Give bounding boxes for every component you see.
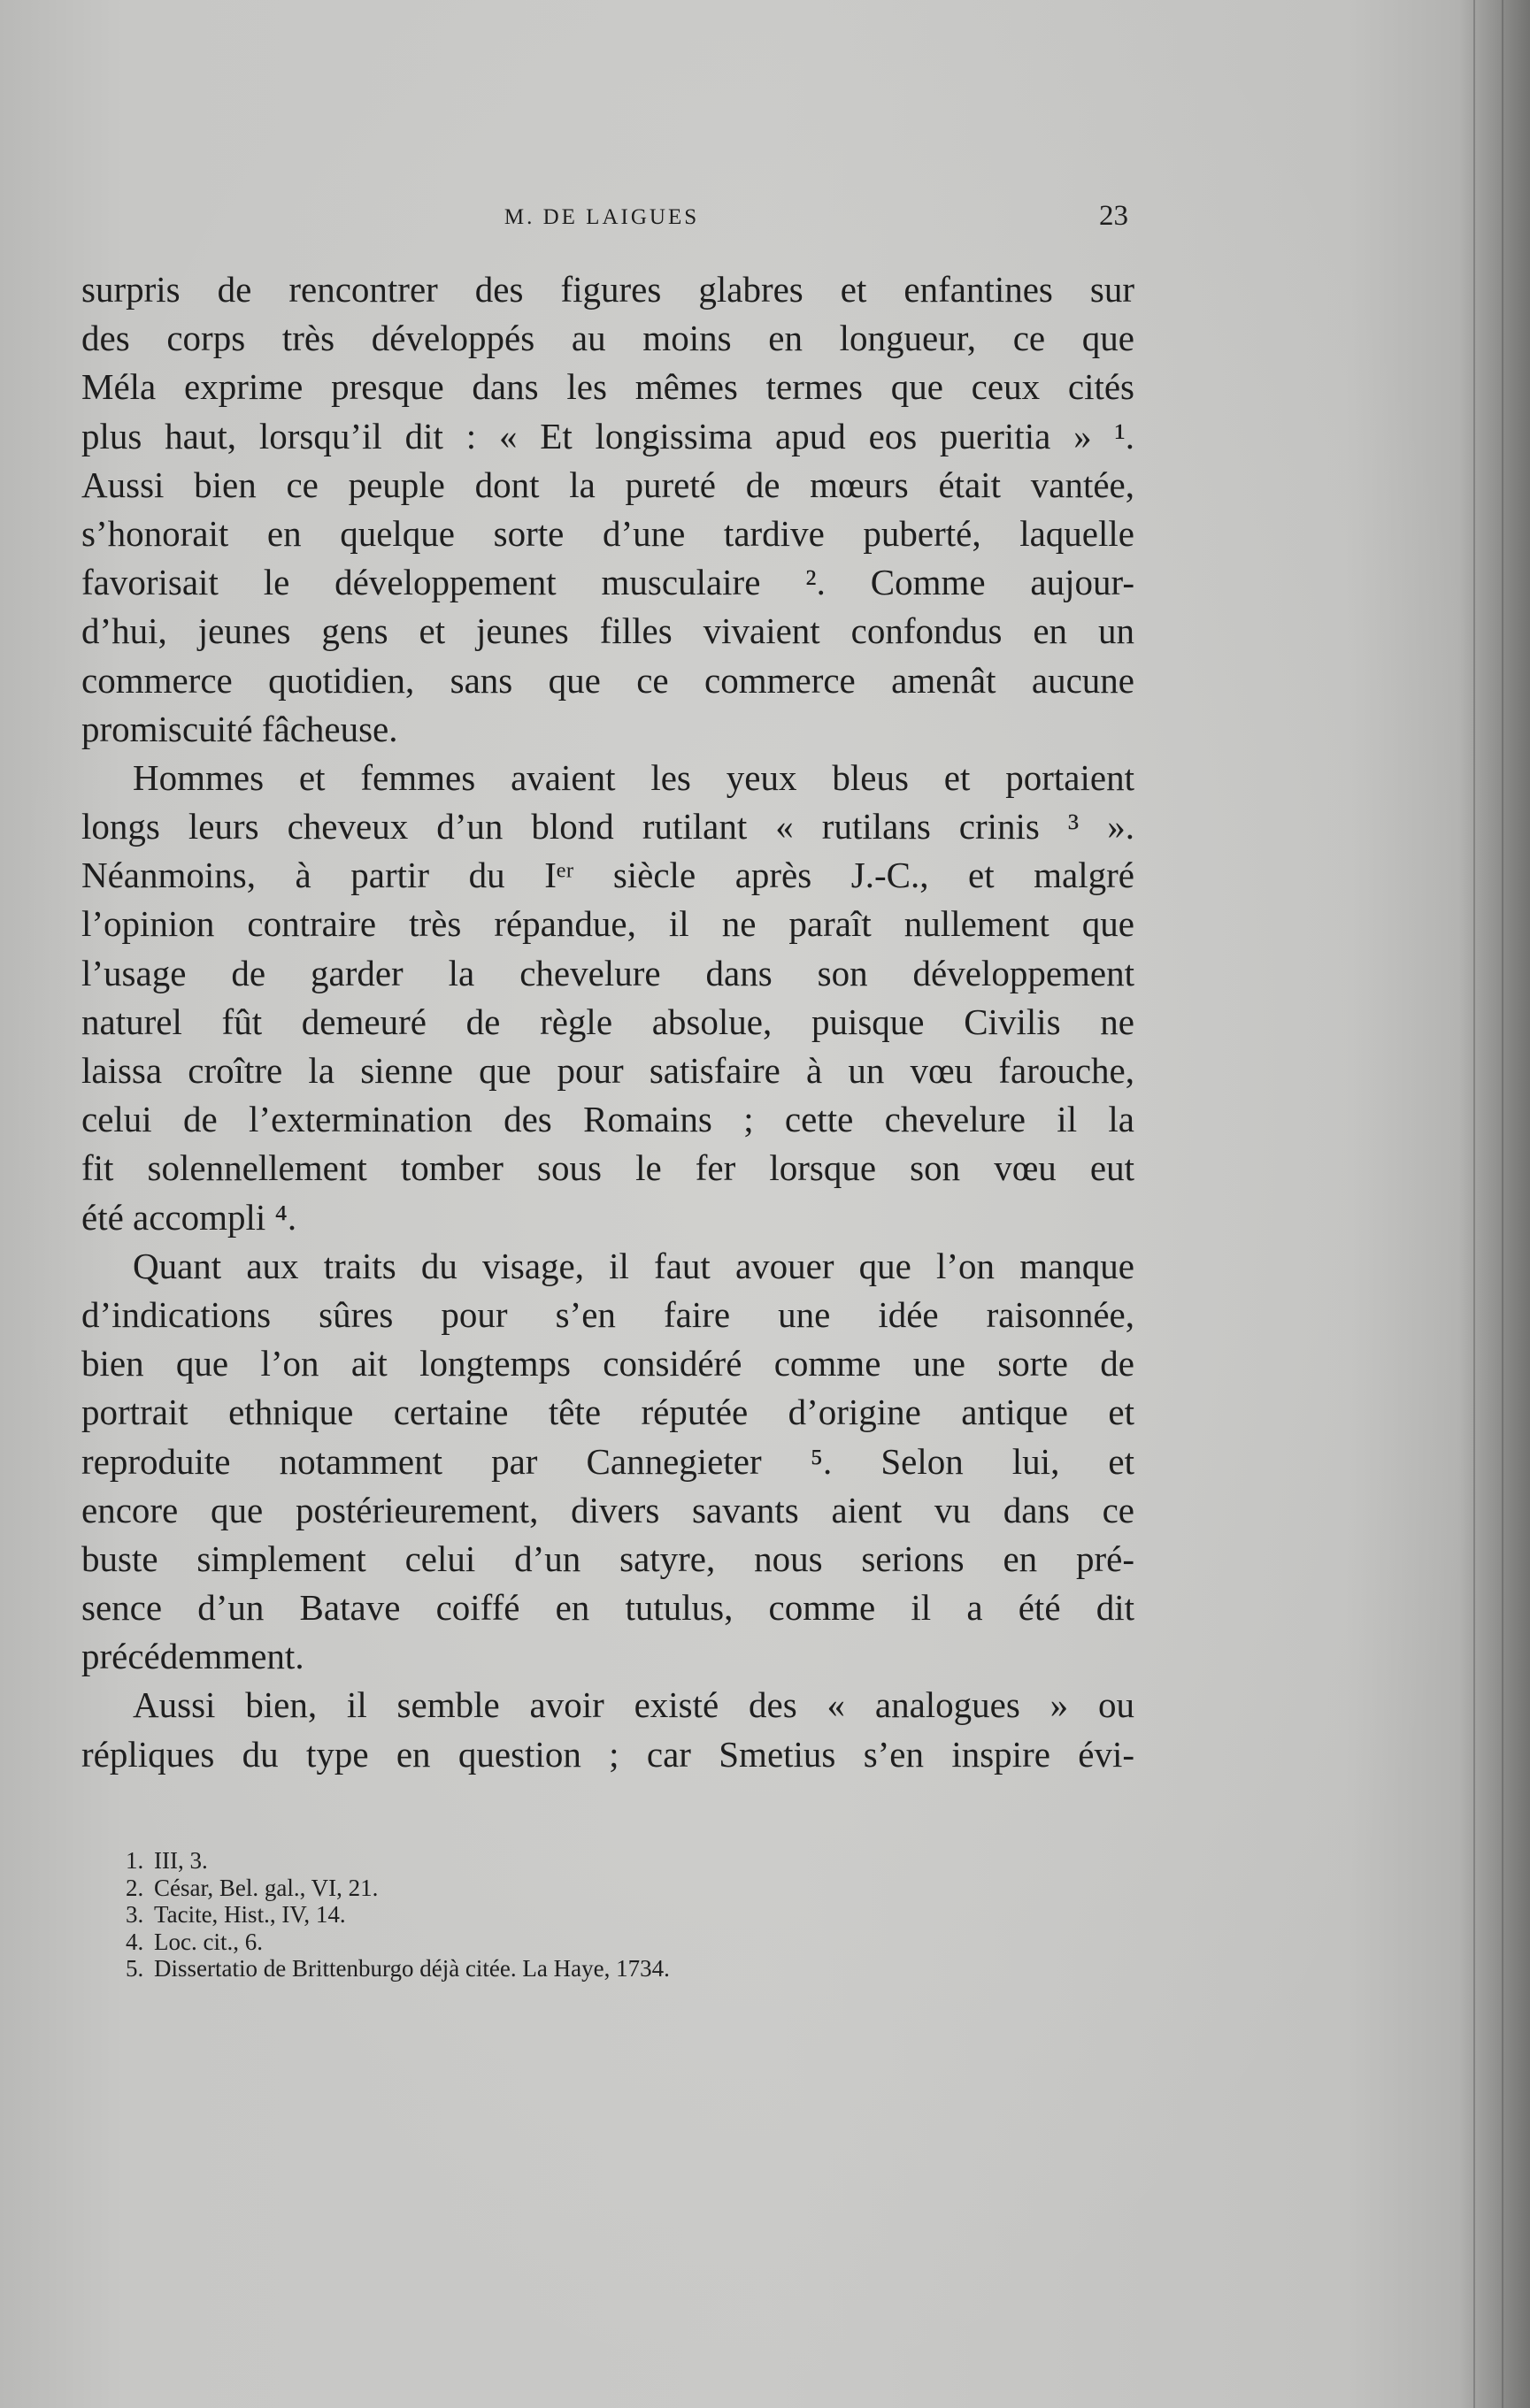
text-line: Aussi bien ce peuple dont la pureté de mœurs était vantée, xyxy=(81,464,1134,505)
footnote xyxy=(126,1929,1011,1956)
text-line: été accompli ⁴. xyxy=(81,1196,297,1238)
footnote-number: 3. xyxy=(126,1901,144,1928)
text-line: d’hui, jeunes gens et jeunes filles vivaient confondus en un xyxy=(81,610,1134,652)
text-line: l’opinion contraire très répandue, il ne paraît nullement que xyxy=(81,903,1134,945)
footnote-text: III, 3. xyxy=(154,1847,208,1874)
text-line: buste simplement celui d’un satyre, nous serions en pré- xyxy=(81,1538,1134,1579)
text-line: répliques du type en question ; car Smetius s’en inspire évi- xyxy=(81,1733,1134,1775)
text-line: encore que postérieurement, divers savants aient vu dans ce xyxy=(81,1489,1134,1530)
text-line: sence d’un Batave coiffé en tutulus, comme il a été dit xyxy=(81,1587,1134,1629)
text-line: Méla exprime presque dans les mêmes termes que ceux cités xyxy=(81,366,1134,408)
text-line: laissa croître la sienne que pour satisfaire à un vœu farouche, xyxy=(81,1050,1134,1091)
text-line: commerce quotidien, sans que ce commerce amenât aucune xyxy=(81,659,1134,701)
paragraph-first-line: Quant aux traits du visage, il faut avouer que l’on manque xyxy=(133,1245,1134,1286)
text-line: favorisait le développement musculaire ². Comme aujour- xyxy=(81,562,1134,603)
footnote-number: 1. xyxy=(126,1847,144,1874)
footnote-text: Tacite, Hist., IV, 14. xyxy=(154,1901,346,1928)
paragraph-first-line: Hommes et femmes avaient les yeux bleus et portaient xyxy=(133,756,1134,798)
running-title: M. DE LAIGUES xyxy=(504,205,700,229)
footnote xyxy=(126,1875,1011,1902)
text-line: portrait ethnique certaine tête réputée d’origine antique et xyxy=(81,1392,1134,1433)
paragraph-first-line: Aussi bien, il semble avoir existé des « analogues » ou xyxy=(133,1684,1134,1726)
footnote-text: Loc. cit., 6. xyxy=(154,1928,263,1955)
footnote xyxy=(126,1901,1011,1929)
footnote xyxy=(126,1955,1011,1982)
text-line: naturel fût demeuré de règle absolue, puisque Civilis ne xyxy=(81,1001,1134,1042)
footnote-number: 5. xyxy=(126,1955,144,1982)
text-line: surpris de rencontrer des figures glabres et enfantines sur xyxy=(81,269,1134,310)
footnote-text: César, Bel. gal., VI, 21. xyxy=(154,1874,379,1901)
text-line: l’usage de garder la chevelure dans son développement xyxy=(81,952,1134,993)
page-number: 23 xyxy=(1099,200,1128,232)
text-line: Néanmoins, à partir du Iᵉʳ siècle après J.-C., et malgré xyxy=(81,855,1134,896)
footnote-text: Dissertatio de Brittenburgo déjà citée. La Haye, 1734. xyxy=(154,1955,670,1982)
text-line: fit solennellement tomber sous le fer lorsque son vœu eut xyxy=(81,1147,1134,1189)
text-line: promiscuité fâcheuse. xyxy=(81,708,398,749)
text-line: des corps très développés au moins en longueur, ce que xyxy=(81,318,1134,359)
running-head xyxy=(80,200,1128,241)
text-line: d’indications sûres pour s’en faire une idée raisonnée, xyxy=(81,1293,1134,1335)
text-line: précédemment. xyxy=(81,1636,304,1677)
body-text xyxy=(81,265,1134,1779)
text-line: s’honorait en quelque sorte d’une tardive puberté, laquelle xyxy=(81,512,1134,554)
footnote-number: 4. xyxy=(126,1928,144,1955)
footnote xyxy=(126,1847,1011,1875)
text-line: plus haut, lorsqu’il dit : « Et longissima apud eos pueritia » ¹. xyxy=(81,415,1134,456)
text-line: bien que l’on ait longtemps considéré comme une sorte de xyxy=(81,1343,1134,1384)
text-line: longs leurs cheveux d’un blond rutilant « rutilans crinis ³ ». xyxy=(81,806,1134,847)
text-line: celui de l’extermination des Romains ; cette chevelure il la xyxy=(81,1099,1134,1140)
footnotes xyxy=(126,1847,1011,1982)
text-line: reproduite notamment par Cannegieter ⁵. Selon lui, et xyxy=(81,1440,1134,1482)
footnote-number: 2. xyxy=(126,1874,144,1901)
